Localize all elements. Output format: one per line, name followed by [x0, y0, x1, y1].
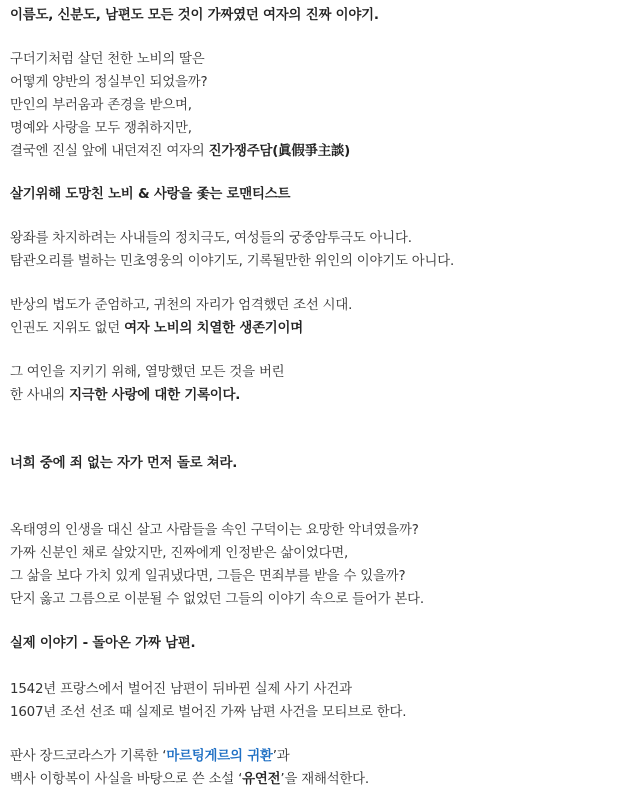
paragraph-2-highlight: 여자 노비의 치열한 생존기이며 — [124, 321, 304, 336]
paragraph-2-line-2 — [10, 319, 303, 339]
intro-highlight: 진가쟁주담(眞假爭主談) — [208, 144, 351, 159]
paragraph-6-line-1-text: 판사 장드코라스가 기록한 ‘ — [10, 749, 167, 764]
intro-line-4: 명예와 사랑을 모두 쟁취하지만, — [10, 121, 192, 136]
paragraph-1-line-2: 탐관오리를 벌하는 민초영웅의 이야기도, 기록될만한 위인의 이야기도 아니다. — [10, 254, 455, 269]
paragraph-3-line-1: 그 여인을 지키기 위해, 열망했던 모든 것을 버린 — [10, 365, 285, 380]
paragraph-6-line-1-suffix: ’과 — [272, 749, 290, 764]
paragraph-5-line-1: 1542년 프랑스에서 벌어진 남편이 뒤바뀐 실제 사기 사건과 — [10, 682, 352, 697]
paragraph-4-line-3: 그 삶을 보다 가치 있게 일궈냈다면, 그들은 면죄부를 받을 수 있을까? — [10, 569, 406, 584]
intro-line-1: 구더기처럼 살던 천한 노비의 딸은 — [10, 52, 205, 67]
paragraph-3-highlight: 지극한 사랑에 대한 기록이다. — [69, 388, 241, 403]
section-heading-2: 너희 중에 죄 없는 자가 먼저 돌로 쳐라. — [10, 456, 238, 471]
section-heading-3: 실제 이야기 - 돌아온 가짜 남편. — [10, 636, 196, 651]
article-title: 이름도, 신분도, 남편도 모든 것이 가짜였던 여자의 진짜 이야기. — [10, 8, 379, 23]
section-heading-1: 살기위해 도망친 노비 & 사랑을 좇는 로맨티스트 — [10, 187, 291, 202]
paragraph-5-line-2: 1607년 조선 선조 때 실제로 벌어진 가짜 남편 사건을 모티브로 한다. — [10, 705, 407, 720]
paragraph-4-line-1: 옥태영의 인생을 대신 살고 사람들을 속인 구덕이는 요망한 악녀였을까? — [10, 523, 419, 538]
yuyeonjeon-title: 유연전 — [242, 772, 281, 787]
intro-line-5 — [10, 142, 350, 162]
paragraph-4-line-4: 단지 옳고 그름으로 이분될 수 없었던 그들의 이야기 속으로 들어가 본다. — [10, 592, 424, 607]
paragraph-1-line-1: 왕좌를 차지하려는 사내들의 정치극도, 여성들의 궁중암투극도 아니다. — [10, 231, 412, 246]
paragraph-2-line-1: 반상의 법도가 준엄하고, 귀천의 자리가 엄격했던 조선 시대. — [10, 298, 353, 313]
intro-line-3: 만인의 부러움과 존경을 받으며, — [10, 98, 192, 113]
paragraph-3-line-2-text: 한 사내의 — [10, 388, 70, 403]
paragraph-6-line-2-text: 백사 이항복이 사실을 바탕으로 쓴 소설 ‘ — [10, 772, 243, 787]
paragraph-2-line-2-text: 인권도 지위도 없던 — [10, 321, 125, 336]
paragraph-3-line-2 — [10, 386, 240, 406]
intro-line-5-text: 결국엔 진실 앞에 내던져진 여자의 — [10, 144, 209, 159]
paragraph-6-line-1 — [10, 747, 289, 767]
intro-line-2: 어떻게 양반의 정실부인 되었을까? — [10, 75, 208, 90]
paragraph-6-line-2 — [10, 770, 369, 790]
paragraph-4-line-2: 가짜 신분인 채로 살았지만, 진짜에게 인정받은 삶이었다면, — [10, 546, 349, 561]
martin-guerre-link[interactable]: 마르팅게르의 귀환 — [166, 749, 273, 764]
paragraph-6-line-2-suffix: ’을 재해석한다. — [280, 772, 369, 787]
